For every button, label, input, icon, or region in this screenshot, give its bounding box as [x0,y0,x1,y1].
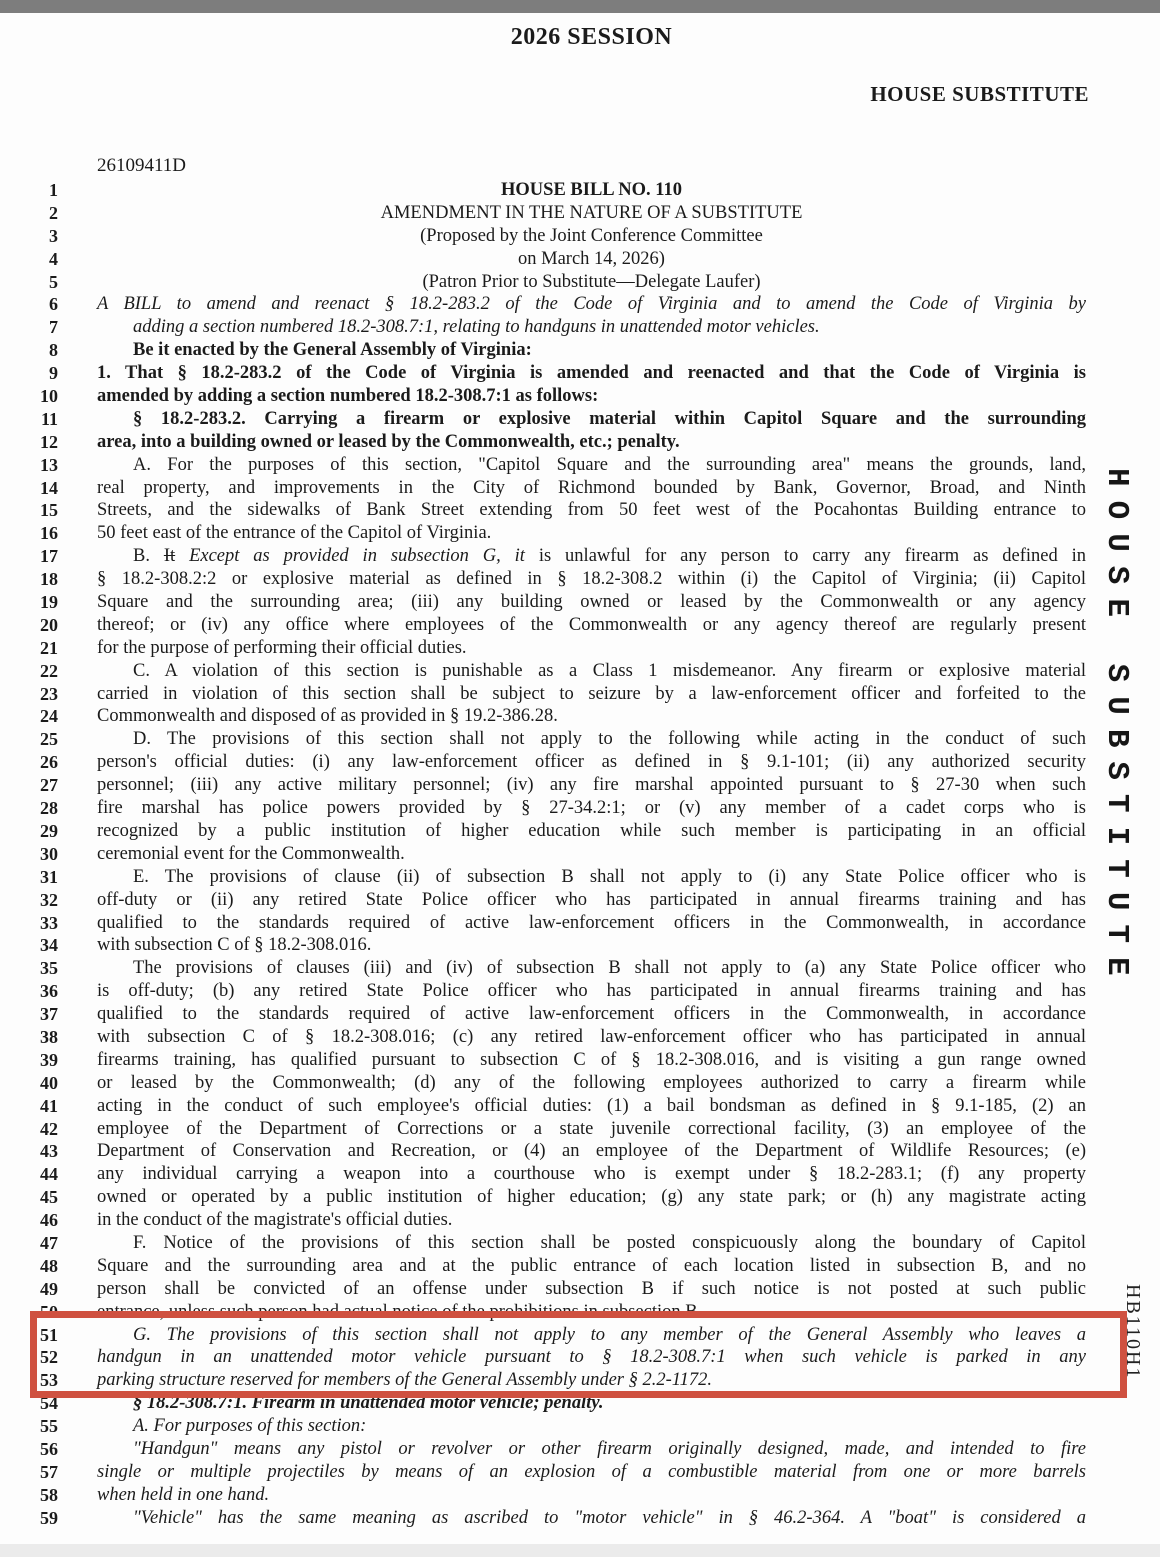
session-title: 2026 SESSION [510,24,673,50]
line-number: 53 [40,1370,58,1391]
line-16 [0,522,1160,545]
line-text: when held in one hand. [97,1484,270,1505]
line-number: 3 [49,225,58,246]
line-text: G. The provisions of this section shall not apply to any member of the General Assembly who leaves a [133,1324,1086,1345]
line-number: 34 [40,935,58,956]
line-52 [0,1346,1160,1369]
line-text: owned or operated by a public institution of higher education; (g) any state park; or (h) any magistrate acting [97,1187,1086,1208]
line-number: 46 [40,1210,58,1231]
line-text: any individual carrying a weapon into a courthouse who is exempt under § 18.2-283.1; (f) any property [97,1164,1086,1185]
line-number: 5 [49,271,58,292]
line-text: person's official duties: (i) any law-enforcement officer as defined in § 9.1-101; (ii) any authorized security [97,752,1086,773]
line-text: D. The provisions of this section shall not apply to the following while acting in the conduct of such [133,729,1086,750]
line-text: with subsection C of § 18.2-308.016. [97,935,372,956]
line-51 [0,1324,1160,1347]
line-number: 48 [40,1255,58,1276]
line-number: 39 [40,1049,58,1070]
line-47 [0,1232,1160,1255]
line-46 [0,1209,1160,1232]
line-text: § 18.2-308.2:2 or explosive material as defined in § 18.2-308.2 within (i) the Capitol of Virginia; (ii) Capitol [97,569,1086,590]
line-43 [0,1140,1160,1163]
line-text: "Handgun" means any pistol or revolver or other firearm originally designed, made, and intended to fire [133,1438,1086,1459]
line-text: firearms training, has qualified pursuant to subsection C of § 18.2-308.016, and is visiting a gun range owned [97,1049,1086,1070]
line-text: ceremonial event for the Commonwealth. [97,843,405,864]
line-7 [0,316,1160,339]
line-44 [0,1163,1160,1186]
line-text: off-duty or (ii) any retired State Police officer who has participated in annual firearms training and has [97,889,1086,910]
line-text: entrance, unless such person had actual notice of the prohibitions in subsection B. [97,1301,703,1322]
line-text: single or multiple projectiles by means of an explosion of a combustible material from one or more barrels [97,1461,1086,1482]
line-29 [0,820,1160,843]
line-5 [0,271,1160,294]
line-28 [0,797,1160,820]
line-number: 20 [40,614,58,635]
line-text: with subsection C of § 18.2-308.016; (c) any retired law-enforcement officer who has participated in annual [97,1026,1086,1047]
line-number: 6 [49,294,58,315]
line-number: 49 [40,1278,58,1299]
line-text: real property, and improvements in the City of Richmond bounded by Bank, Governor, Broad, and Ninth [97,477,1086,498]
line-42 [0,1118,1160,1141]
line-number: 25 [40,729,58,750]
line-56 [0,1438,1160,1461]
line-35 [0,957,1160,980]
line-number: 15 [40,500,58,521]
line-20 [0,614,1160,637]
line-13 [0,454,1160,477]
line-48 [0,1255,1160,1278]
line-55 [0,1415,1160,1438]
line-number: 59 [40,1507,58,1528]
line-number: 23 [40,683,58,704]
line-text: B. It Except as provided in subsection G, it is unlawful for any person to carry any firearm as defined in [133,546,1087,567]
line-45 [0,1186,1160,1209]
line-27 [0,774,1160,797]
line-12 [0,431,1160,454]
line-number: 18 [40,569,58,590]
line-53 [0,1369,1160,1392]
line-number: 47 [40,1232,58,1253]
text-lines [0,179,1160,1530]
line-number: 52 [40,1347,58,1368]
line-text: (Patron Prior to Substitute—Delegate Laufer) [422,271,761,292]
line-18 [0,568,1160,591]
vertical-bill-code: HB110H1 [1122,1284,1144,1380]
line-10 [0,385,1160,408]
line-text: adding a section numbered 18.2-308.7:1, relating to handguns in unattended motor vehicles. [133,317,820,338]
line-59 [0,1507,1160,1530]
line-15 [0,499,1160,522]
line-4 [0,248,1160,271]
line-number: 40 [40,1072,58,1093]
line-text: or leased by the Commonwealth; (d) any of the following employees authorized to carry a firearm while [97,1072,1086,1093]
line-text: The provisions of clauses (iii) and (iv) of subsection B shall not apply to (a) any State Police officer who [133,958,1086,979]
line-2 [0,202,1160,225]
line-text: in the conduct of the magistrate's official duties. [97,1210,453,1231]
line-number: 16 [40,523,58,544]
line-text: HOUSE BILL NO. 110 [501,180,682,200]
line-number: 8 [49,340,58,361]
line-text: A. For purposes of this section: [133,1416,367,1437]
line-number: 22 [40,660,58,681]
line-text: Be it enacted by the General Assembly of Virginia: [133,340,532,361]
line-text: employee of the Department of Corrections or a state juvenile correctional facility, (3) an employee of the [97,1118,1086,1139]
line-text: fire marshal has police powers provided by § 27-34.2:1; or (v) any member of a cadet corps who is [97,798,1086,819]
line-text: amended by adding a section numbered 18.2-308.7:1 as follows: [97,386,599,407]
line-number: 38 [40,1026,58,1047]
line-number: 2 [49,202,58,223]
line-text: for the purpose of performing their official duties. [97,637,467,658]
line-6 [0,293,1160,316]
line-text: (Proposed by the Joint Conference Committee [420,225,763,246]
line-19 [0,591,1160,614]
line-text: A. For the purposes of this section, "Capitol Square and the surrounding area" means the grounds, land, [133,454,1086,475]
line-number: 11 [40,408,58,429]
line-text: person shall be convicted of an offense under subsection B if such notice is not posted at such public [97,1278,1086,1299]
line-number: 41 [40,1095,58,1116]
line-number: 57 [40,1461,58,1482]
line-number: 50 [40,1301,58,1322]
line-number: 4 [49,248,58,269]
line-text: on March 14, 2026) [518,248,665,269]
line-number: 56 [40,1438,58,1459]
line-text: acting in the conduct of such employee's official duties: (1) a bail bondsman as defined in § 9.1-185, (2) an [97,1095,1086,1116]
line-57 [0,1461,1160,1484]
line-39 [0,1049,1160,1072]
line-1 [0,179,1160,202]
line-number: 37 [40,1004,58,1025]
line-text: recognized by a public institution of higher education while such member is participating in an official [97,820,1086,841]
line-number: 42 [40,1118,58,1139]
line-text: Square and the surrounding area and at the public entrance of each location listed in subsection B, and no [97,1255,1086,1276]
line-30 [0,843,1160,866]
line-number: 58 [40,1484,58,1505]
line-41 [0,1095,1160,1118]
house-substitute-header: HOUSE SUBSTITUTE [870,82,1089,106]
line-text: qualified to the standards required of active law-enforcement officers in the Commonwealth, in accordance [97,912,1086,933]
line-37 [0,1003,1160,1026]
line-number: 32 [40,889,58,910]
line-38 [0,1026,1160,1049]
line-number: 30 [40,843,58,864]
line-text: § 18.2-308.7:1. Firearm in unattended motor vehicle; penalty. [133,1393,604,1414]
line-14 [0,477,1160,500]
line-3 [0,225,1160,248]
line-number: 55 [40,1416,58,1437]
line-number: 13 [40,454,58,475]
line-text: A BILL to amend and reenact § 18.2-283.2 of the Code of Virginia and to amend the Code of Virginia by [97,294,1086,315]
line-text: Commonwealth and disposed of as provided in § 19.2-386.28. [97,706,558,727]
line-25 [0,728,1160,751]
line-34 [0,934,1160,957]
line-text: 50 feet east of the entrance of the Capitol of Virginia. [97,523,492,544]
line-number: 45 [40,1187,58,1208]
line-text: Department of Conservation and Recreation, or (4) an employee of the Department of Wildlife Resources; (e) [97,1141,1086,1162]
line-text: § 18.2-283.2. Carrying a firearm or explosive material within Capitol Square and the surrounding [133,408,1086,429]
line-36 [0,980,1160,1003]
line-number: 44 [40,1164,58,1185]
line-number: 14 [40,477,58,498]
line-text: C. A violation of this section is punishable as a Class 1 misdemeanor. Any firearm or explosive material [133,660,1086,681]
line-number: 1 [49,180,58,200]
line-text: E. The provisions of clause (ii) of subsection B shall not apply to (i) any State Police officer who is [133,866,1086,887]
line-23 [0,683,1160,706]
line-text: parking structure reserved for members of the General Assembly under § 2.2-1172. [97,1370,713,1391]
line-number: 26 [40,752,58,773]
line-text: F. Notice of the provisions of this section shall be posted conspicuously along the boundary of Capitol [133,1232,1086,1253]
line-text: area, into a building owned or leased by the Commonwealth, etc.; penalty. [97,431,680,452]
line-number: 33 [40,912,58,933]
line-number: 54 [40,1393,58,1414]
bottom-scan-bar [0,1544,1160,1557]
line-text: carried in violation of this section shall be subject to seizure by a law-enforcement officer and forfeited to the [97,683,1086,704]
line-8 [0,339,1160,362]
line-number: 29 [40,820,58,841]
line-text: handgun in an unattended motor vehicle pursuant to § 18.2-308.7:1 when such vehicle is parked in any [97,1347,1086,1368]
line-11 [0,408,1160,431]
vertical-house-substitute-label: HOUSE SUBSTITUTE [1099,468,1134,990]
line-number: 31 [40,866,58,887]
line-number: 51 [40,1324,58,1345]
line-number: 35 [40,958,58,979]
line-number: 28 [40,798,58,819]
line-text: 1. That § 18.2-283.2 of the Code of Virginia is amended and reenacted and that the Code of Virginia is [97,363,1086,384]
line-31 [0,866,1160,889]
line-number: 43 [40,1141,58,1162]
line-number: 9 [49,363,58,384]
line-text: "Vehicle" has the same meaning as ascribed to "motor vehicle" in § 46.2-364. A "boat" is considered a [133,1507,1086,1528]
line-9 [0,362,1160,385]
line-50 [0,1301,1160,1324]
line-number: 21 [40,637,58,658]
line-text: AMENDMENT IN THE NATURE OF A SUBSTITUTE [380,202,803,223]
line-number: 17 [40,546,58,567]
line-24 [0,705,1160,728]
line-number: 10 [40,386,58,407]
line-17 [0,545,1160,568]
line-number: 36 [40,981,58,1002]
line-number: 27 [40,775,58,796]
line-text: qualified to the standards required of active law-enforcement officers in the Commonwealth, in accordance [97,1004,1086,1025]
line-text: personnel; (iii) any active military personnel; (iv) any fire marshal appointed pursuant to § 27-30 when such [97,775,1086,796]
line-text: is off-duty; (b) any retired State Police officer who has participated in annual firearms training and has [97,981,1086,1002]
line-number: 24 [40,706,58,727]
line-number: 12 [40,431,58,452]
line-26 [0,751,1160,774]
line-40 [0,1072,1160,1095]
line-number: 7 [49,317,58,338]
document-number: 26109411D [97,155,187,176]
line-33 [0,912,1160,935]
line-21 [0,637,1160,660]
line-text: Square and the surrounding area; (iii) any building owned or leased by the Commonwealth or any agency [97,592,1086,613]
line-49 [0,1278,1160,1301]
line-54 [0,1392,1160,1415]
line-22 [0,660,1160,683]
line-text: Streets, and the sidewalks of Bank Street extending from 50 feet west of the Pocahontas Building entrance to [97,500,1086,521]
line-58 [0,1484,1160,1507]
line-text: thereof; or (iv) any office where employees of the Commonwealth or any agency thereof are regularly present [97,614,1086,635]
line-32 [0,889,1160,912]
top-scan-bar [0,0,1160,13]
line-number: 19 [40,592,58,613]
